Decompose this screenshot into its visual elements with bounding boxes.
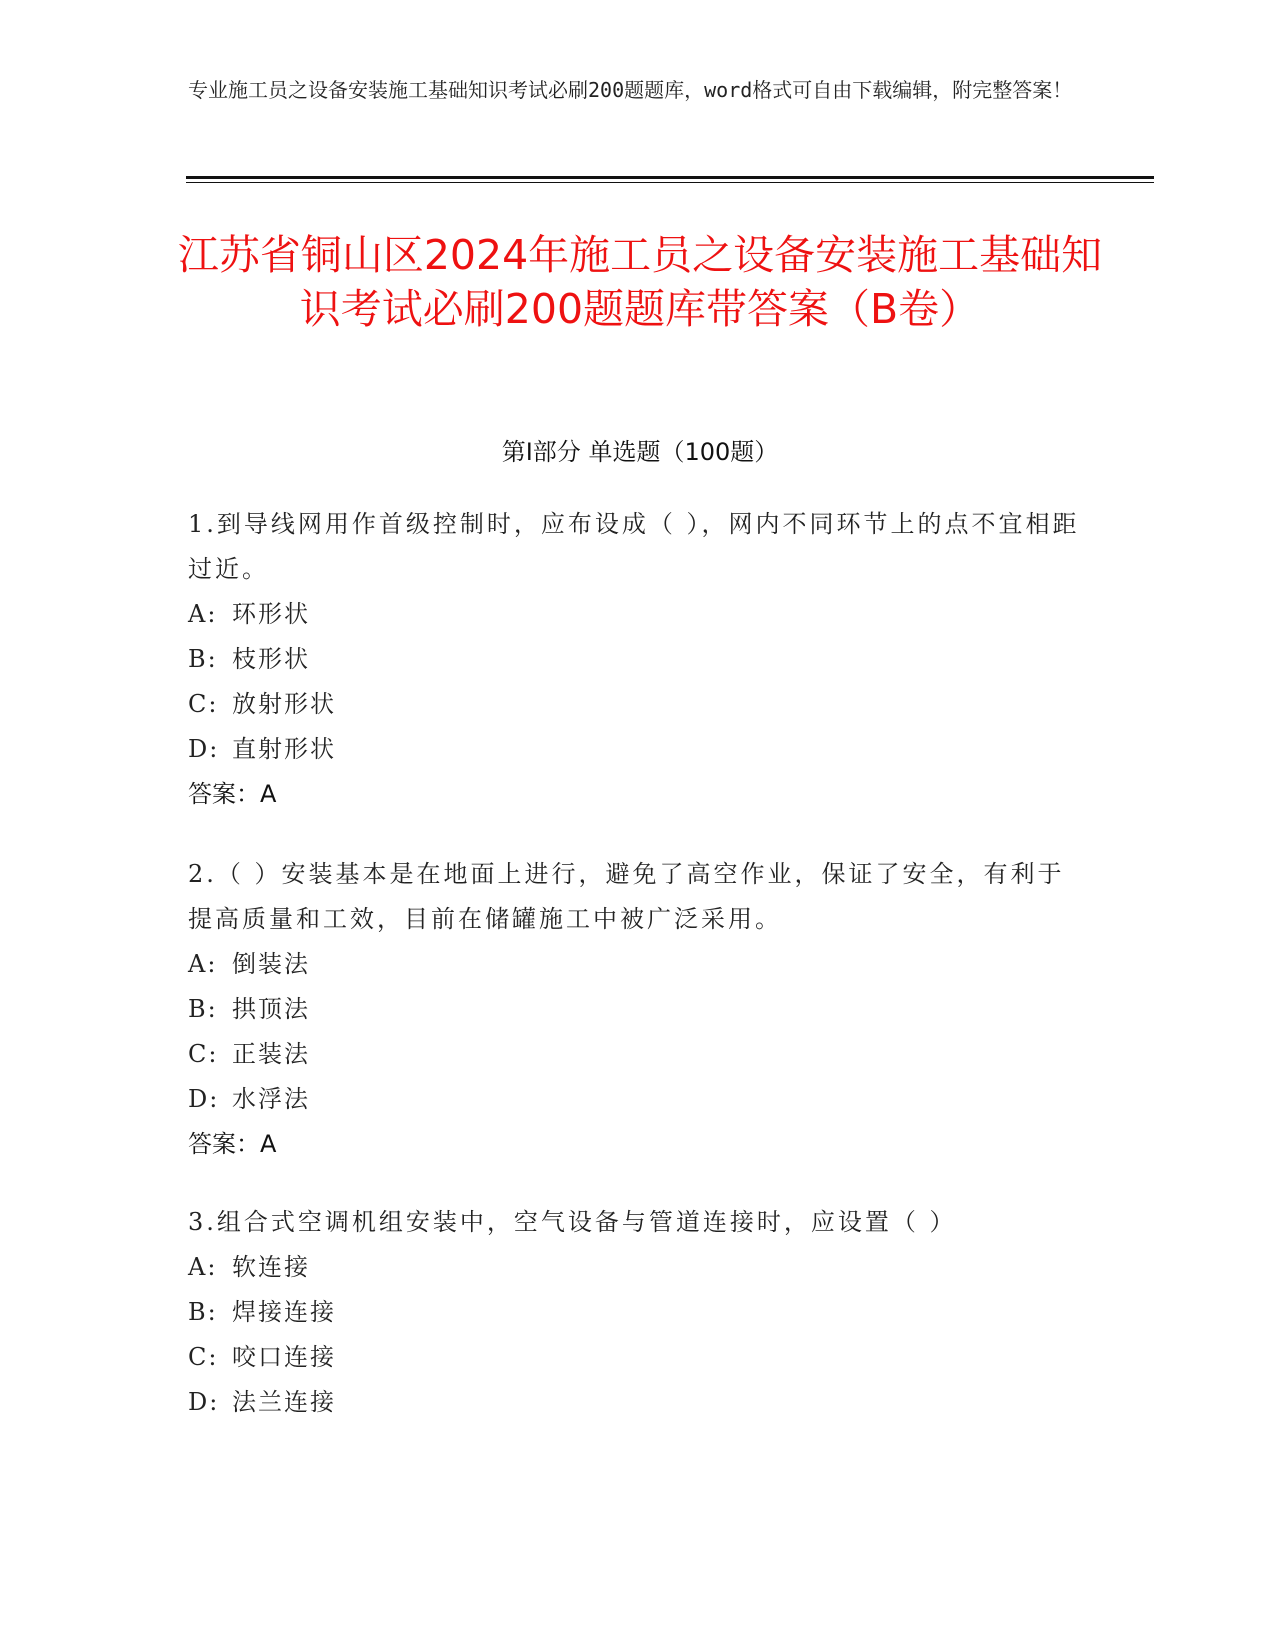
option-key: D: xyxy=(188,1388,220,1416)
question-stem: 2.（ ）安装基本是在地面上进行，避免了高空作业，保证了安全，有利于提高质量和工效，目前在储罐施工中被广泛采用。 xyxy=(188,860,1065,933)
document-title: 江苏省铜山区2024年施工员之设备安装施工基础知识考试必刷200题题库带答案（B卷） xyxy=(177,231,1103,333)
option-text: 正装法 xyxy=(232,1040,310,1068)
option-c xyxy=(188,1335,1088,1380)
header-note: 专业施工员之设备安装施工基础知识考试必刷200题题库，word格式可自由下载编辑，附完整答案！ xyxy=(188,78,1073,102)
option-c xyxy=(188,682,1088,727)
option-b xyxy=(188,637,1088,682)
option-key: B: xyxy=(188,995,218,1023)
question-1 xyxy=(188,502,1088,817)
option-d xyxy=(188,727,1088,772)
option-a xyxy=(188,1245,1088,1290)
option-key: B: xyxy=(188,645,218,673)
option-key: D: xyxy=(188,1085,220,1113)
header-divider-thin xyxy=(186,182,1154,183)
option-b xyxy=(188,1290,1088,1335)
option-text: 环形状 xyxy=(232,600,310,628)
option-text: 直射形状 xyxy=(232,735,336,763)
option-a xyxy=(188,592,1088,637)
option-key: A: xyxy=(188,950,218,978)
question-3 xyxy=(188,1200,1088,1425)
header-divider-thick xyxy=(186,176,1154,179)
option-key: B: xyxy=(188,1298,218,1326)
option-text: 放射形状 xyxy=(232,690,336,718)
answer-label: 答案：A xyxy=(188,780,277,808)
option-a xyxy=(188,942,1088,987)
option-key: A: xyxy=(188,1253,218,1281)
option-text: 拱顶法 xyxy=(232,995,310,1023)
option-key: D: xyxy=(188,735,220,763)
option-text: 水浮法 xyxy=(232,1085,310,1113)
option-d xyxy=(188,1380,1088,1425)
section-title: 第Ⅰ部分 单选题（100题） xyxy=(501,438,779,466)
option-key: C: xyxy=(188,1343,219,1371)
option-text: 焊接连接 xyxy=(232,1298,336,1326)
option-b xyxy=(188,987,1088,1032)
answer-label: 答案：A xyxy=(188,1130,277,1158)
option-d xyxy=(188,1077,1088,1122)
question-stem: 1.到导线网用作首级控制时，应布设成（ ），网内不同环节上的点不宜相距过近。 xyxy=(188,510,1080,583)
option-key: C: xyxy=(188,690,219,718)
option-text: 枝形状 xyxy=(232,645,310,673)
question-2 xyxy=(188,852,1088,1167)
option-key: A: xyxy=(188,600,218,628)
option-text: 法兰连接 xyxy=(232,1388,336,1416)
option-c xyxy=(188,1032,1088,1077)
option-text: 咬口连接 xyxy=(232,1343,336,1371)
question-stem: 3.组合式空调机组安装中，空气设备与管道连接时，应设置（ ） xyxy=(188,1208,957,1236)
option-key: C: xyxy=(188,1040,219,1068)
option-text: 软连接 xyxy=(232,1253,310,1281)
option-text: 倒装法 xyxy=(232,950,310,978)
